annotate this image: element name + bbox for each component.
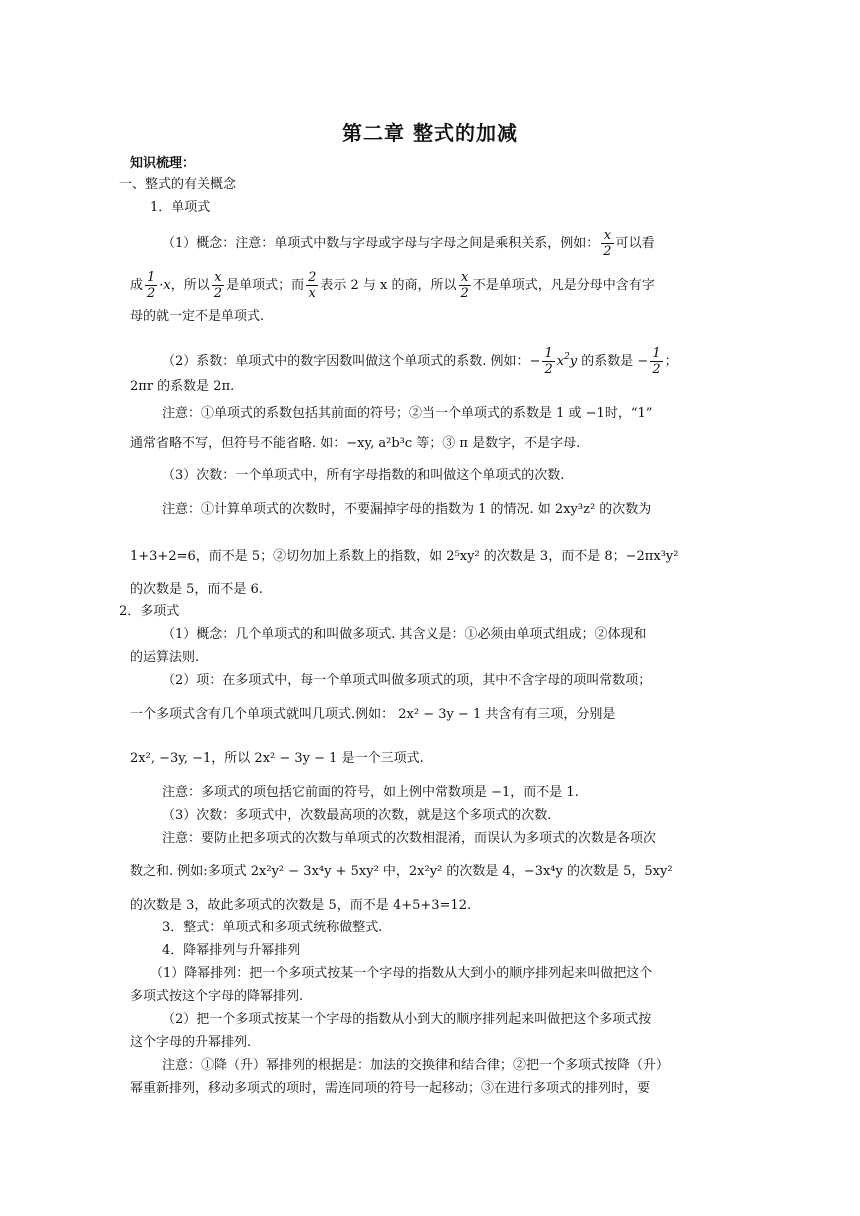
fraction: $\frac{2}{x}$ (308, 270, 317, 301)
fraction: $\frac{x}{2}$ (213, 270, 223, 301)
paragraph-line: （2）把一个多项式按某一个字母的指数从小到大的顺序排列起来叫做把这个多项式按 (162, 1012, 652, 1027)
fraction: $\frac{x}{2}$ (603, 228, 612, 259)
paragraph-line: 的次数是 3，故此多项式的次数是 5，而不是 4+5+3=12. (130, 898, 472, 913)
paragraph-line: 多项式按这个字母的降幂排列. (130, 989, 304, 1004)
subsection-title: 4．降幂排列与升幂排列 (162, 943, 301, 958)
paragraph-line: 1+3+2=6，而不是 5；②切勿加上系数上的指数，如 2⁵xy² 的次数是 3，而不是 8；−2πx³y² (130, 549, 679, 564)
paragraph-line: 3．整式：单项式和多项式统称做整式. (162, 920, 383, 935)
subsection-title: 1．单项式 (150, 200, 211, 215)
paragraph-line: 注意：①降（升）幂排列的根据是：加法的交换律和结合律；②把一个多项式按降（升） (162, 1058, 670, 1073)
paragraph-line: 注意：多项式的项包括它前面的符号，如上例中常数项是 −1，而不是 1. (162, 785, 579, 800)
paragraph-line: （1）概念：注意：单项式中数与字母或字母与字母之间是乘积关系，例如： $\frac{x}{2}$ 可以看 (162, 228, 655, 259)
paragraph-line: （2）项：在多项式中，每一个单项式叫做多项式的项，其中不含字母的项叫常数项； (162, 673, 652, 688)
paragraph-line: （3）次数：一个单项式中，所有字母指数的和叫做这个单项式的次数. (162, 468, 565, 483)
subsection-title: 2．多项式 (119, 604, 180, 619)
fraction: $\frac{1}{2}$ (147, 270, 156, 301)
paragraph-line: 的次数是 5，而不是 6. (130, 582, 263, 597)
fraction: $\frac{1}{2}$ (544, 346, 553, 377)
paragraph-line: 注意：①单项式的系数包括其前面的符号；②当一个单项式的系数是 1 或 −1时，“1” (162, 406, 653, 421)
paragraph-line: （1）降幂排列：把一个多项式按某一个字母的指数从大到小的顺序排列起来叫做把这个 (150, 966, 653, 981)
paragraph-line: 2πr 的系数是 2π. (130, 379, 235, 394)
section-title: 一、整式的有关概念 (119, 177, 237, 192)
paragraph-line: 这个字母的升幂排列. (130, 1035, 252, 1050)
paragraph-line: 幂重新排列，移动多项式的项时，需连同项的符号一起移动；③在进行多项式的排列时，要 (130, 1081, 651, 1096)
paragraph-line: 2x², −3y, −1，所以 2x² − 3y − 1 是一个三项式. (130, 751, 424, 766)
paragraph-line: （3）次数：多项式中，次数最高项的次数，就是这个多项式的次数. (162, 808, 552, 823)
paragraph-line: 成 $\frac{1}{2}$ ·x，所以 $\frac{x}{2}$ 是单项式；而 $\frac{2}{x}$ 表示 2 与 x 的商，所以 $\frac{x}{2}$ 不是单项式，凡是分母中含有字 (130, 270, 655, 301)
paragraph-line: （1）概念：几个单项式的和叫做多项式. 其含义是：①必须由单项式组成；②体现和 (162, 627, 647, 642)
paragraph-line: 注意：要防止把多项式的次数与单项式的次数相混淆，而误认为多项式的次数是各项次 (162, 831, 657, 846)
chapter-title: 第二章 整式的加减 (342, 121, 518, 145)
fraction: $\frac{x}{2}$ (460, 270, 469, 301)
paragraph-line: （2）系数：单项式中的数字因数叫做这个单项式的系数. 例如：− $\frac{1}{2}$ $x^2y$ 的系数是 − $\frac{1}{2}$ ； (162, 346, 678, 377)
paragraph-line: 通常省略不写，但符号不能省略. 如：−xy, a²b³c 等；③ π 是数字，不是字母. (130, 436, 581, 451)
paragraph-line: 一个多项式含有几个单项式就叫几项式.例如： 2x² − 3y − 1 共含有有三项，分别是 (130, 707, 616, 722)
section-heading: 知识梳理： (130, 156, 196, 171)
paragraph-line: 注意：①计算单项式的次数时，不要漏掉字母的指数为 1 的情况. 如 2xy³z² 的次数为 (162, 502, 652, 517)
paragraph-line: 数之和. 例如:多项式 2x²y² − 3x⁴y + 5xy² 中，2x²y² 的次数是 4，−3x⁴y 的次数是 5，5xy² (130, 864, 673, 879)
paragraph-line: 母的就一定不是单项式. (130, 309, 265, 324)
paragraph-line: 的运算法则. (130, 650, 200, 665)
fraction: $\frac{1}{2}$ (652, 346, 661, 377)
